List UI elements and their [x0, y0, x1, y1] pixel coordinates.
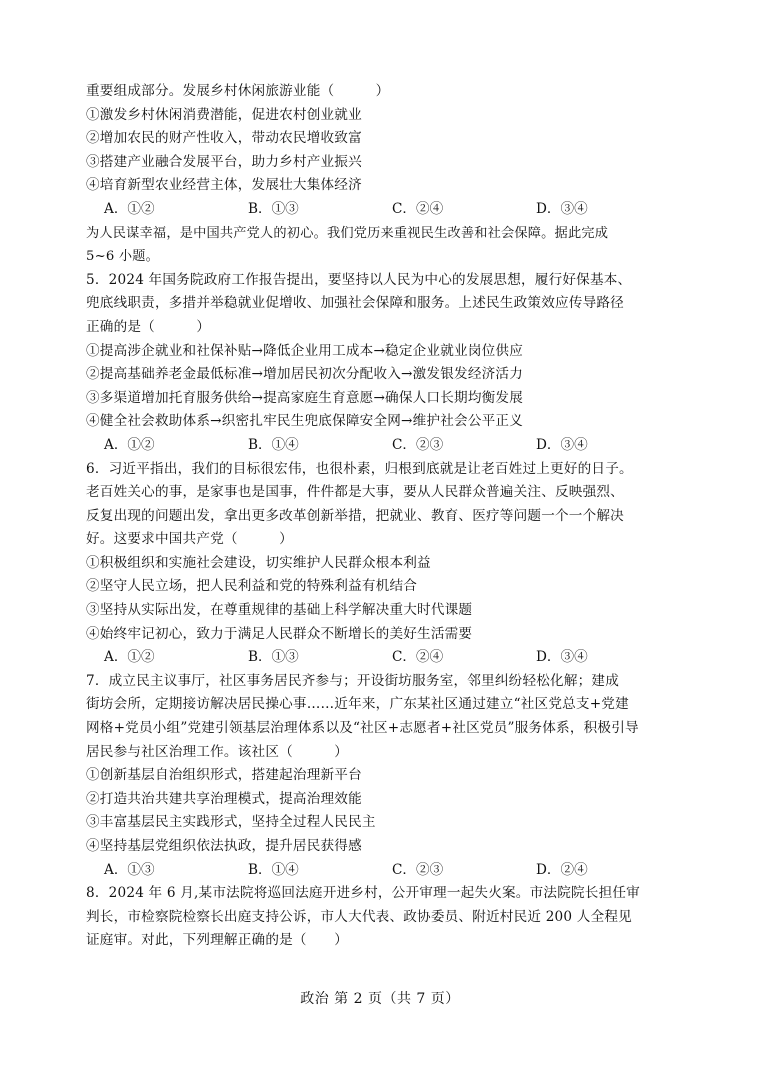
answer-statement-1: ①创新基层自治组织形式，搭建起治理新平台: [86, 767, 362, 784]
question-4-continued: [86, 80, 686, 222]
material-intro-5-6: [86, 222, 686, 269]
choice-c[interactable]: C．②④: [392, 200, 444, 217]
question-stem-line: 好。这要求中国共产党（ ）: [86, 531, 293, 548]
page-footer: 政治 第 2 页（共 7 页）: [300, 991, 460, 1007]
answer-statement-3: ③搭建产业融合发展平台，助力乡村产业振兴: [86, 153, 362, 170]
answer-statement-4: ④健全社会救助体系→织密扎牢民生兜底保障安全网→维护社会公平正义: [86, 413, 523, 430]
answer-statement-2: ②提高基础养老金最低标准→增加居民初次分配收入→激发银发经济活力: [86, 366, 523, 383]
choice-options: [86, 646, 686, 670]
question-7: [86, 670, 686, 882]
choice-d[interactable]: D．②④: [536, 861, 588, 878]
question-stem-line: 网格+党员小组”党建引领基层治理体系以及“社区+志愿者+社区党员”服务体系，积极引导: [86, 720, 639, 737]
question-8: [86, 882, 686, 953]
answer-statement-4: ④坚持基层党组织依法执政，提升居民获得感: [86, 838, 362, 854]
question-stem-line: 兜底线职责，多措并举稳就业促增收、加强社会保障和服务。上述民生政策效应传导路径: [86, 295, 624, 312]
question-stem-line: 证庭审。对此，下列理解正确的是（ ）: [86, 932, 349, 949]
question-stem-line: 5．2024 年国务院政府工作报告提出，要坚持以人民为中心的发展思想，履行好保基本、: [86, 271, 632, 288]
question-5: [86, 269, 686, 458]
choice-c[interactable]: C．②③: [392, 861, 444, 878]
choice-d[interactable]: D．③④: [536, 649, 588, 666]
intro-line: 为人民谋幸福，是中国共产党人的初心。我们党历来重视民生改善和社会保障。据此完成: [86, 225, 609, 241]
question-stem-line: 重要组成部分。发展乡村休闲旅游业能（ ）: [86, 83, 390, 99]
question-6: [86, 458, 686, 670]
choice-b[interactable]: B．①③: [248, 200, 299, 217]
choice-a[interactable]: A．①②: [104, 649, 155, 666]
choice-a[interactable]: A．①③: [104, 861, 155, 878]
question-stem-line: 判长，市检察院检察长出庭支持公诉，市人大代表、政协委员、附近村民近 200 人全程见: [86, 908, 632, 925]
answer-statement-3: ③丰富基层民主实践形式，坚持全过程人民民主: [86, 814, 376, 831]
answer-statement-1: ①提高涉企就业和社保补贴→降低企业用工成本→稳定企业就业岗位供应: [86, 342, 523, 359]
intro-line: 5~6 小题。: [86, 249, 159, 265]
answer-statement-2: ②增加农民的财产性收入，带动农民增收致富: [86, 130, 362, 147]
question-stem-line: 反复出现的问题出发，拿出更多改革创新举措，把就业、教育、医疗等问题一个一个解决: [86, 507, 624, 524]
choice-a[interactable]: A．①②: [104, 200, 155, 217]
question-stem-line: 7．成立民主议事厅，社区事务居民齐参与；开设街坊服务室，邻里纠纷轻松化解；建成: [86, 672, 620, 689]
choice-c[interactable]: C．②④: [392, 649, 444, 666]
choice-b[interactable]: B．①④: [248, 436, 299, 453]
question-stem-line: 8．2024 年 6 月,某市法院将巡回法庭开进乡村，公开审理一起失火案。市法院院长担任审: [86, 885, 640, 902]
question-stem-line: 6．习近平指出，我们的目标很宏伟，也很朴素，归根到底就是让老百姓过上更好的日子。: [86, 460, 633, 477]
answer-statement-1: ①积极组织和实施社会建设，切实维护人民群众根本利益: [86, 554, 431, 571]
answer-statement-3: ③坚持从实际出发，在尊重规律的基础上科学解决重大时代课题: [86, 602, 473, 619]
exam-page-content: [86, 80, 686, 953]
question-stem-line: 正确的是（ ）: [86, 318, 211, 335]
choice-options: [86, 859, 686, 883]
answer-statement-2: ②坚守人民立场，把人民利益和党的特殊利益有机结合: [86, 578, 418, 595]
question-stem-line: 老百姓关心的事，是家事也是国事，件件都是大事，要从人民群众普遍关注、反映强烈、: [86, 484, 624, 501]
choice-b[interactable]: B．①④: [248, 861, 299, 878]
choice-d[interactable]: D．③④: [536, 436, 588, 453]
answer-statement-3: ③多渠道增加托育服务供给→提高家庭生育意愿→确保人口长期均衡发展: [86, 389, 523, 406]
choice-options: [86, 198, 686, 222]
choice-c[interactable]: C．②③: [392, 436, 444, 453]
answer-statement-4: ④培育新型农业经营主体，发展壮大集体经济: [86, 177, 362, 194]
choice-a[interactable]: A．①②: [104, 436, 155, 453]
choice-d[interactable]: D．③④: [536, 200, 588, 217]
answer-statement-2: ②打造共治共建共享治理模式，提高治理效能: [86, 790, 362, 807]
choice-options: [86, 434, 686, 458]
question-stem-line: 居民参与社区治理工作。该社区（ ）: [86, 743, 349, 760]
answer-statement-4: ④始终牢记初心，致力于满足人民群众不断增长的美好生活需要: [86, 625, 473, 642]
question-stem-line: 街坊会所，定期接访解决居民操心事……近年来，广东某社区通过建立“社区党总支+党建: [86, 696, 629, 713]
choice-b[interactable]: B．①③: [248, 649, 299, 666]
answer-statement-1: ①激发乡村休闲消费潜能，促进农村创业就业: [86, 106, 362, 123]
